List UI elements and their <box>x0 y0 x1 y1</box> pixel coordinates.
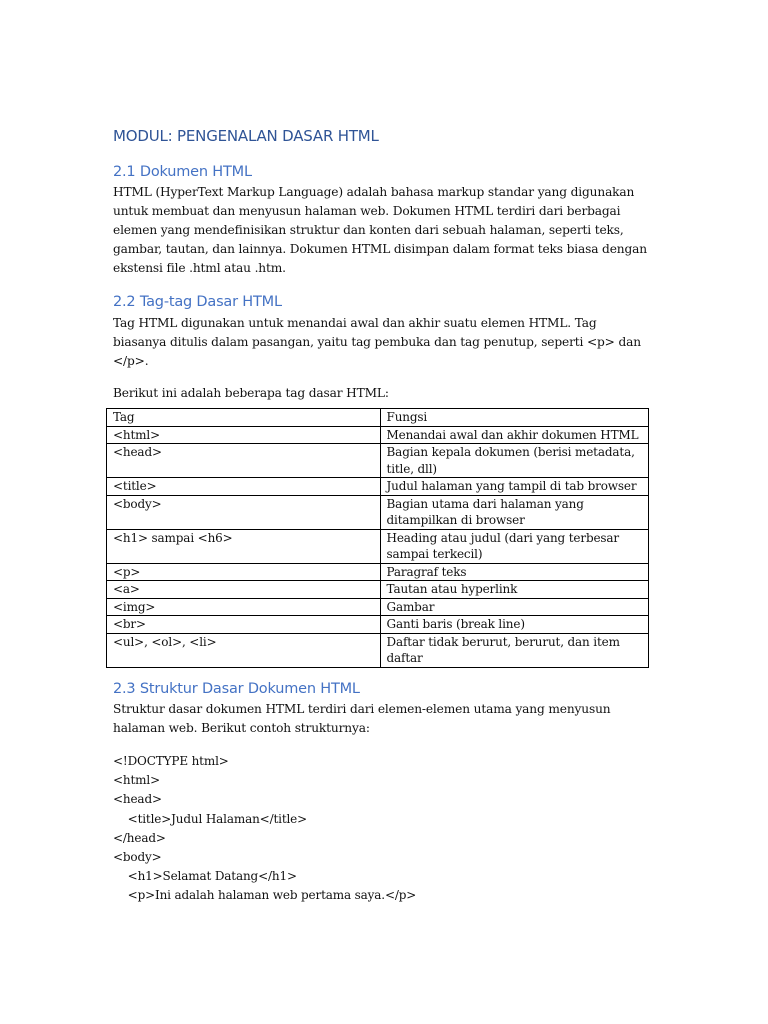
code-line: <h1>Selamat Datang</h1> <box>113 869 297 884</box>
table-cell-function: Ganti baris (break line) <box>380 616 648 634</box>
table-cell-function: Tautan atau hyperlink <box>380 581 648 599</box>
table-cell-tag: <title> <box>107 478 381 496</box>
document-page <box>113 124 653 906</box>
table-intro-text: Berikut ini adalah beberapa tag dasar HTML: <box>113 386 389 400</box>
section-2-3-paragraph: Struktur dasar dokumen HTML terdiri dari elemen-elemen utama yang menyusun halaman web. Berikut contoh strukturnya: <box>113 702 611 735</box>
table-cell-function: Bagian kepala dokumen (berisi metadata, title, dll) <box>380 444 648 478</box>
table-header-tag: Tag <box>107 409 381 427</box>
code-line: </head> <box>113 830 166 845</box>
table-cell-tag: <p> <box>107 563 381 581</box>
table-row <box>107 598 649 616</box>
tag-table-body <box>107 409 649 668</box>
section-heading-2-1: 2.1 Dokumen HTML <box>113 164 252 180</box>
table-cell-function: Heading atau judul (dari yang terbesar sampai terkecil) <box>380 529 648 563</box>
table-header-function: Fungsi <box>380 409 648 427</box>
table-row <box>107 478 649 496</box>
section-heading-2-2: 2.2 Tag-tag Dasar HTML <box>113 294 282 310</box>
table-row <box>107 529 649 563</box>
table-row <box>107 581 649 599</box>
table-cell-tag: <a> <box>107 581 381 599</box>
table-cell-function: Judul halaman yang tampil di tab browser <box>380 478 648 496</box>
code-line: <p>Ini adalah halaman web pertama saya.</p> <box>113 888 417 903</box>
section-2-1-paragraph: HTML (HyperText Markup Language) adalah bahasa markup standar yang digunakan untuk membuat dan menyusun halaman web. Dokumen HTML terdiri dari berbagai elemen yang mendefinisikan struktur dan konten dari sebuah halaman, seperti teks, gambar, tautan, dan lainnya. Dokumen HTML disimpan dalam format teks biasa dengan ekstensi file .html atau .htm. <box>113 185 647 275</box>
table-cell-tag: <ul>, <ol>, <li> <box>107 633 381 667</box>
table-cell-function: Menandai awal dan akhir dokumen HTML <box>380 426 648 444</box>
section-heading-2-3: 2.3 Struktur Dasar Dokumen HTML <box>113 681 360 697</box>
table-row <box>107 426 649 444</box>
table-cell-function: Bagian utama dari halaman yang ditampilkan di browser <box>380 495 648 529</box>
code-line: <html> <box>113 773 160 788</box>
table-row <box>107 563 649 581</box>
code-line: <head> <box>113 792 162 807</box>
table-cell-tag: <br> <box>107 616 381 634</box>
section-2-2-paragraph: Tag HTML digunakan untuk menandai awal dan akhir suatu elemen HTML. Tag biasanya ditulis dalam pasangan, yaitu tag pembuka dan tag penutup, seperti <p> dan </p>. <box>113 316 641 368</box>
tag-table-wrapper <box>113 408 653 670</box>
code-line: <!DOCTYPE html> <box>113 754 229 768</box>
table-row <box>107 495 649 529</box>
table-cell-tag: <img> <box>107 598 381 616</box>
table-header-row <box>107 409 649 427</box>
table-row <box>107 633 649 667</box>
code-line: <title>Judul Halaman</title> <box>113 811 308 826</box>
table-cell-tag: <head> <box>107 444 381 478</box>
code-line: <body> <box>113 850 162 865</box>
code-example <box>113 752 653 906</box>
table-row <box>107 444 649 478</box>
tag-table <box>106 408 649 668</box>
table-cell-function: Paragraf teks <box>380 563 648 581</box>
table-cell-tag: <html> <box>107 426 381 444</box>
table-cell-tag: <body> <box>107 495 381 529</box>
table-cell-function: Gambar <box>380 598 648 616</box>
table-cell-function: Daftar tidak berurut, berurut, dan item daftar <box>380 633 648 667</box>
table-row <box>107 616 649 634</box>
table-cell-tag: <h1> sampai <h6> <box>107 529 381 563</box>
document-title: MODUL: PENGENALAN DASAR HTML <box>113 127 379 145</box>
